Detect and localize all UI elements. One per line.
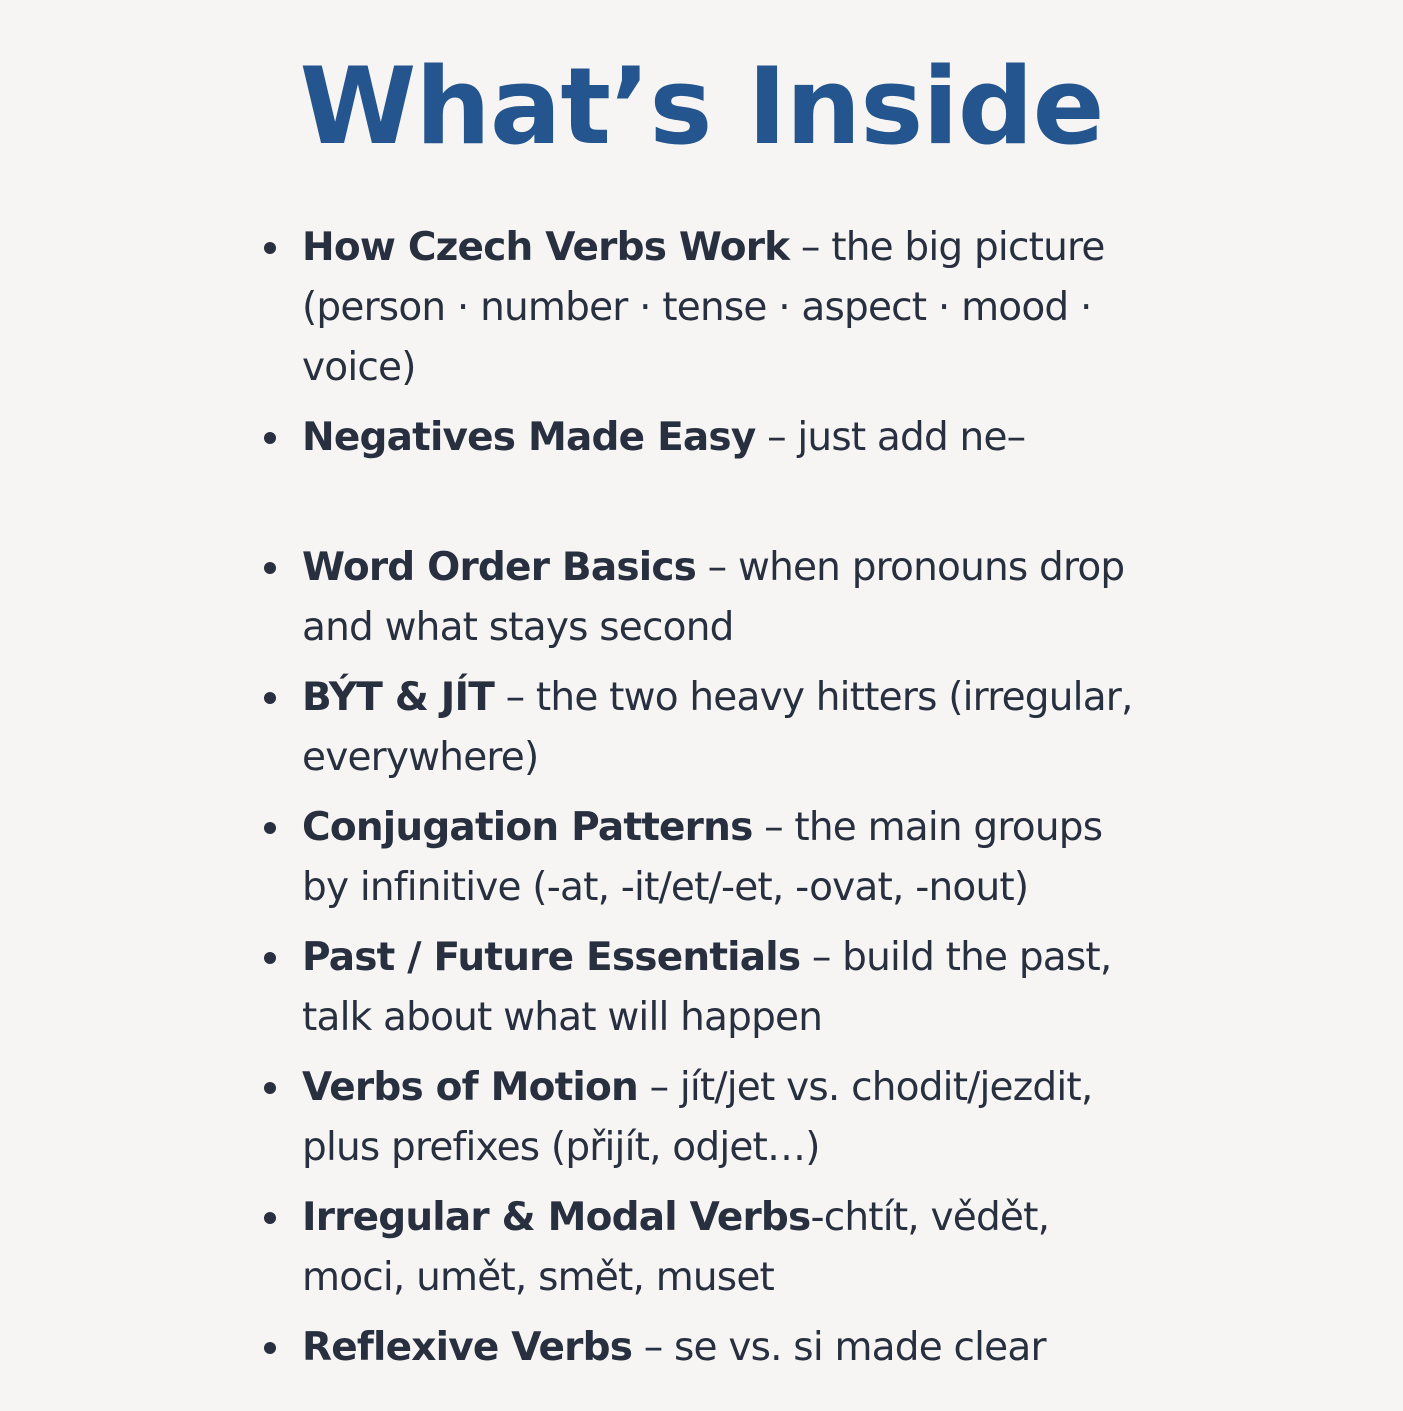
- item-description: – the big picture (person · number · tense · aspect · mood · voice): [302, 225, 1105, 390]
- list-item-conjugation: [258, 798, 1158, 918]
- list-item-motion: [258, 1058, 1158, 1178]
- item-description: -chtít, vědět, moci, umět, smět, muset: [302, 1195, 1050, 1300]
- item-description: – se vs. si made clear: [632, 1325, 1046, 1370]
- item-description: – jít/jet vs. chodit/jezdit, plus prefixes (přijít, odjet…): [302, 1065, 1093, 1170]
- bullet-icon: [264, 242, 276, 254]
- bullet-icon: [264, 952, 276, 964]
- item-title: Verbs of Motion: [302, 1065, 638, 1110]
- bullet-icon: [264, 1212, 276, 1224]
- item-title: Irregular & Modal Verbs: [302, 1195, 811, 1240]
- item-title: Past / Future Essentials: [302, 935, 801, 980]
- item-description: – build the past, talk about what will happen: [302, 935, 1112, 1040]
- list-item-irregular-modal: [258, 1188, 1158, 1308]
- item-description: – the main groups by infinitive (-at, -it/et/-et, -ovat, -nout): [302, 805, 1103, 910]
- item-title: Conjugation Patterns: [302, 805, 753, 850]
- list-item-byt-jit: [258, 668, 1158, 788]
- contents-list: [258, 218, 1158, 1388]
- bullet-icon: [264, 1082, 276, 1094]
- item-title: BÝT & JÍT: [302, 675, 495, 720]
- item-description: – just add ne–: [755, 415, 1026, 460]
- bullet-icon: [264, 432, 276, 444]
- item-title: How Czech Verbs Work: [302, 225, 790, 270]
- list-item-reflexive: [258, 1318, 1158, 1378]
- bullet-icon: [264, 822, 276, 834]
- list-item-negatives: [258, 408, 1158, 468]
- list-item-verbs-work: [258, 218, 1158, 398]
- item-title: Negatives Made Easy: [302, 415, 756, 460]
- list-item-past-future: [258, 928, 1158, 1048]
- item-title: Reflexive Verbs: [302, 1325, 633, 1370]
- item-description: – when pronouns drop and what stays second: [302, 545, 1125, 650]
- bullet-icon: [264, 1342, 276, 1354]
- item-description: – the two heavy hitters (irregular, everywhere): [302, 675, 1133, 780]
- bullet-icon: [264, 562, 276, 574]
- bullet-icon: [264, 692, 276, 704]
- list-item-word-order: [258, 538, 1158, 658]
- page-title: What’s Inside: [299, 45, 1104, 168]
- item-title: Word Order Basics: [302, 545, 697, 590]
